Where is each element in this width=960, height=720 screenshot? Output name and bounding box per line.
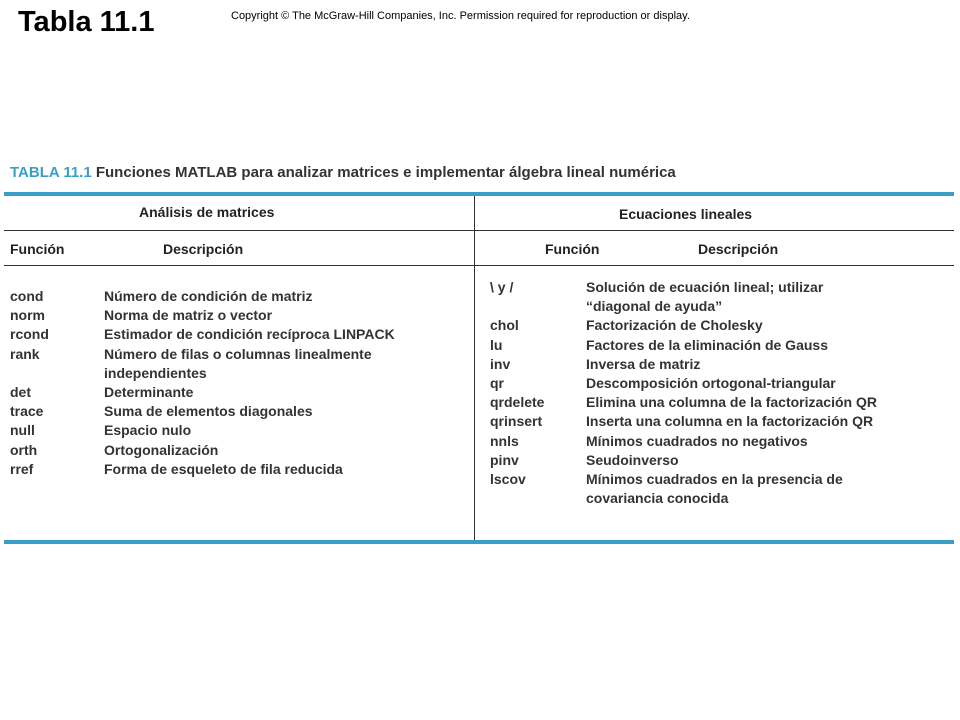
- table-row: [490, 470, 926, 508]
- function-description: Factorización de Cholesky: [586, 317, 763, 334]
- function-description: Elimina una columna de la factorización QR: [586, 394, 877, 411]
- left-group-heading: Análisis de matrices: [139, 204, 275, 220]
- function-name: cond: [10, 288, 44, 304]
- page-title: Tabla 11.1: [18, 6, 155, 38]
- table-top-rule: [4, 192, 954, 196]
- table-row: [10, 325, 444, 344]
- table-row: [490, 278, 926, 316]
- function-name: pinv: [490, 451, 519, 468]
- function-name: trace: [10, 403, 44, 420]
- function-name: det: [10, 384, 31, 401]
- table-row: [10, 287, 444, 306]
- function-description: Inversa de matriz: [586, 355, 701, 372]
- function-name: qrdelete: [490, 394, 545, 411]
- column-divider: [474, 196, 475, 540]
- table-row: [10, 421, 444, 440]
- function-description: Inserta una columna en la factorización QR: [586, 413, 874, 430]
- table-caption-number: TABLA 11.1: [10, 164, 92, 181]
- right-table-body: [490, 278, 926, 508]
- table-row: [490, 393, 926, 412]
- function-description: Factores de la eliminación de Gauss: [586, 336, 828, 353]
- right-col-description-header: Descripción: [698, 241, 779, 257]
- table-row: [10, 402, 444, 421]
- left-col-description-header: Descripción: [163, 241, 244, 257]
- function-description: Mínimos cuadrados no negativos: [586, 432, 808, 449]
- function-name: \ y /: [490, 279, 514, 295]
- function-name: lscov: [490, 471, 526, 488]
- function-description: Solución de ecuación lineal; utilizar “diagonal de ayuda”: [586, 279, 824, 315]
- table-row: [10, 306, 444, 325]
- table-row: [490, 316, 926, 335]
- table-row: [490, 451, 926, 470]
- table-row: [10, 383, 444, 402]
- function-name: lu: [490, 336, 503, 353]
- function-name: qrinsert: [490, 413, 543, 430]
- function-name: chol: [490, 317, 519, 334]
- function-description: Número de condición de matriz: [104, 288, 313, 304]
- table-row: [490, 374, 926, 393]
- function-name: null: [10, 422, 35, 439]
- function-description: Forma de esqueleto de fila reducida: [104, 460, 343, 477]
- table-caption: [10, 164, 676, 181]
- copyright-notice: Copyright © The McGraw-Hill Companies, Inc. Permission required for reproduction or display.: [231, 10, 690, 22]
- function-description: Espacio nulo: [104, 422, 192, 439]
- function-name: rcond: [10, 326, 49, 343]
- function-description: Norma de matriz o vector: [104, 307, 273, 324]
- function-name: rref: [10, 460, 34, 477]
- function-name: norm: [10, 307, 45, 324]
- right-group-heading: Ecuaciones lineales: [619, 206, 753, 222]
- function-name: qr: [490, 375, 504, 392]
- function-description: Descomposición ortogonal-triangular: [586, 375, 836, 392]
- function-description: Determinante: [104, 384, 194, 401]
- left-table-body: [10, 287, 444, 479]
- table-row: [10, 460, 444, 479]
- function-name: rank: [10, 345, 40, 362]
- function-description: Ortogonalización: [104, 441, 219, 458]
- table-row: [10, 345, 444, 383]
- table-row: [490, 336, 926, 355]
- function-description: Número de filas o columnas linealmente independientes: [104, 345, 372, 381]
- function-name: orth: [10, 441, 38, 458]
- table-row: [10, 441, 444, 460]
- left-col-function-header: Función: [10, 241, 65, 257]
- right-col-function-header: Función: [545, 241, 600, 257]
- table-row: [490, 432, 926, 451]
- table-bottom-rule: [4, 540, 954, 544]
- column-header-divider: [4, 265, 954, 266]
- function-description: Suma de elementos diagonales: [104, 403, 313, 420]
- function-description: Mínimos cuadrados en la presencia de covariancia conocida: [586, 471, 843, 507]
- table-caption-text: Funciones MATLAB para analizar matrices e implementar álgebra lineal numérica: [95, 164, 676, 181]
- table-row: [490, 355, 926, 374]
- header-divider: [4, 230, 954, 231]
- table-row: [490, 412, 926, 431]
- function-description: Seudoinverso: [586, 451, 679, 468]
- function-name: nnls: [490, 432, 519, 449]
- function-name: inv: [490, 355, 511, 372]
- function-description: Estimador de condición recíproca LINPACK: [104, 326, 395, 343]
